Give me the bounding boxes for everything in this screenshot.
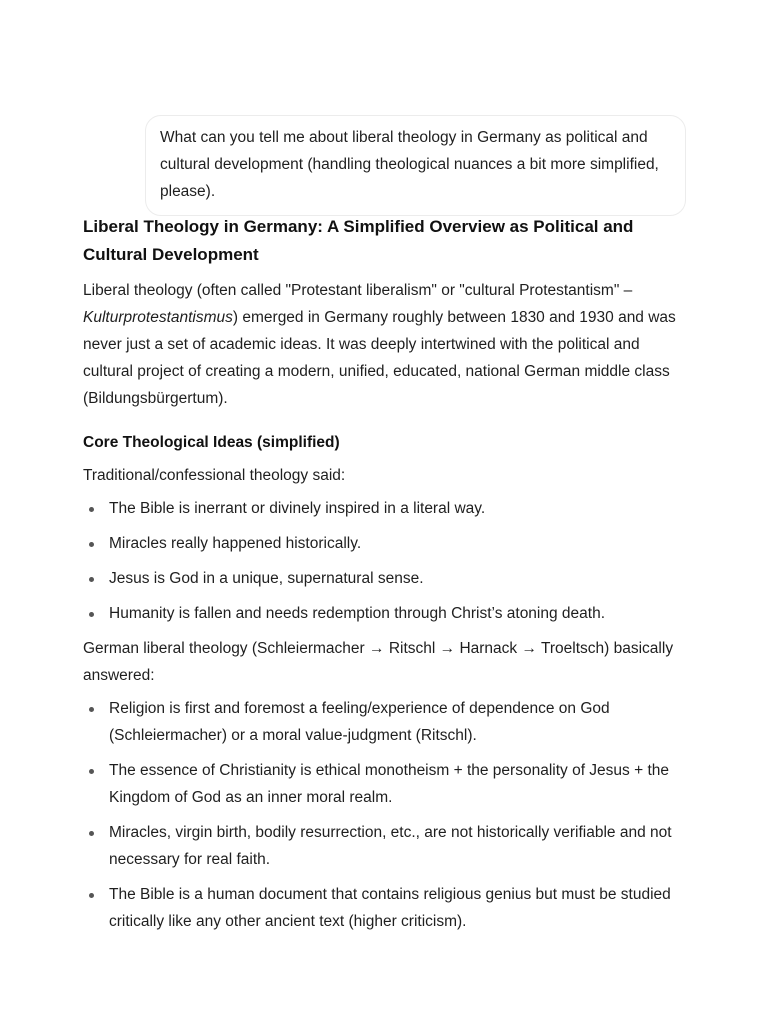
liberal-points-list bbox=[83, 695, 688, 935]
user-message-bubble bbox=[145, 115, 686, 216]
intro-italic-term: Kulturprotestantismus bbox=[83, 309, 233, 326]
list-item: Miracles, virgin birth, bodily resurrection, etc., are not historically verifiable and not necessary for real faith. bbox=[109, 819, 688, 873]
list-item: The Bible is a human document that contains religious genius but must be studied critically like any other ancient text (higher criticism). bbox=[109, 881, 688, 935]
traditional-points-list bbox=[83, 495, 688, 627]
list-item: Miracles really happened historically. bbox=[109, 530, 688, 557]
list-item: Religion is first and foremost a feeling/experience of dependence on God (Schleiermacher) or a moral value-judgment (Ritschl). bbox=[109, 695, 688, 749]
traditional-lead: Traditional/confessional theology said: bbox=[83, 467, 346, 484]
intro-text-start: Liberal theology (often called "Protestant liberalism" or "cultural Protestantism" – bbox=[83, 282, 633, 299]
section-heading-core-ideas: Core Theological Ideas (simplified) bbox=[83, 434, 340, 451]
list-item: The Bible is inerrant or divinely inspired in a literal way. bbox=[109, 495, 688, 522]
list-item: Humanity is fallen and needs redemption through Christ’s atoning death. bbox=[109, 600, 688, 627]
intro-paragraph bbox=[83, 277, 688, 412]
user-message-text: What can you tell me about liberal theology in Germany as political and cultural development (handling theological nuances a bit more simplified, please). bbox=[160, 129, 659, 200]
intro-text-end: ) emerged in Germany roughly between 1830 and 1930 and was never just a set of academic ideas. It was deeply intertwined with the political and cultural project of creating a modern, unified, educated, national German middle class (Bildungsbürgertum). bbox=[83, 309, 676, 407]
list-item: Jesus is God in a unique, supernatural sense. bbox=[109, 565, 688, 592]
assistant-response bbox=[83, 213, 688, 943]
response-title: Liberal Theology in Germany: A Simplified Overview as Political and Cultural Development bbox=[83, 217, 634, 264]
liberal-lead: German liberal theology (Schleiermacher → Ritschl → Harnack → Troeltsch) basically answered: bbox=[83, 640, 674, 684]
list-item: The essence of Christianity is ethical monotheism + the personality of Jesus + the Kingdom of God as an inner moral realm. bbox=[109, 757, 688, 811]
